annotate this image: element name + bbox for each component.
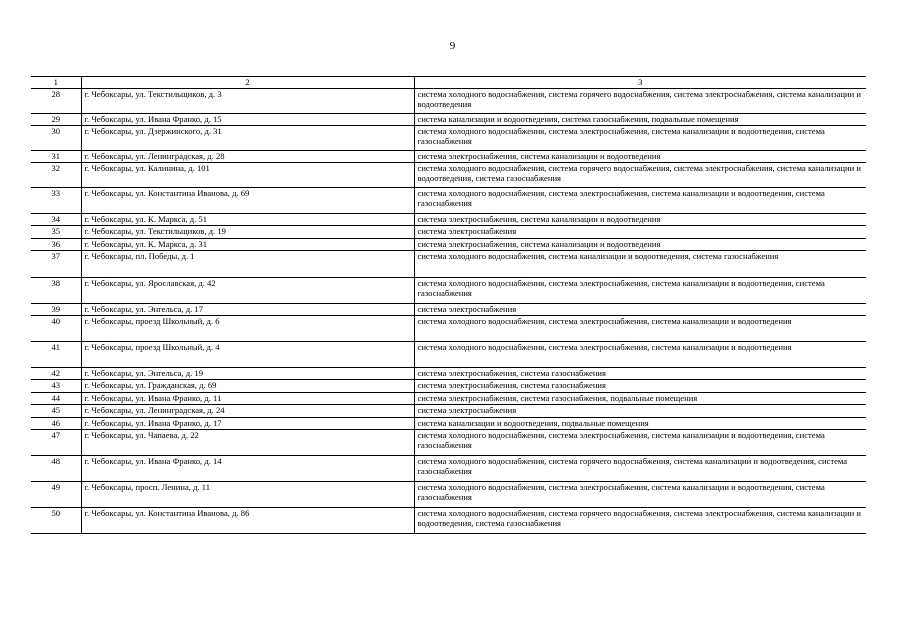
row-number-cell: 35 <box>31 226 81 239</box>
systems-cell: система холодного водоснабжения, система электроснабжения, система канализации и водоотведения, система газоснабжения <box>414 126 866 151</box>
address-cell: г. Чебоксары, ул. Энгельса, д. 17 <box>81 304 414 316</box>
table-body <box>31 77 866 534</box>
table-row <box>31 226 866 239</box>
table-header-row <box>31 77 866 89</box>
table-row <box>31 163 866 188</box>
table-row <box>31 418 866 430</box>
table-row <box>31 304 866 316</box>
systems-cell: система холодного водоснабжения, система горячего водоснабжения, система электроснабжения, система канализации и водоотведения, система газоснабжения <box>414 508 866 534</box>
row-number-cell: 32 <box>31 163 81 188</box>
row-number-cell: 48 <box>31 456 81 482</box>
address-cell: г. Чебоксары, ул. Гражданская, д. 69 <box>81 380 414 393</box>
systems-cell: система холодного водоснабжения, система электроснабжения, система канализации и водоотведения <box>414 316 866 342</box>
row-number-cell: 39 <box>31 304 81 316</box>
systems-cell: система электроснабжения, система газоснабжения <box>414 368 866 380</box>
row-number-cell: 44 <box>31 393 81 405</box>
table-row <box>31 342 866 368</box>
table-row <box>31 151 866 163</box>
systems-cell: система холодного водоснабжения, система горячего водоснабжения, система электроснабжения, система канализации и водоотведения <box>414 89 866 114</box>
column-header-number: 1 <box>31 77 81 89</box>
table-row <box>31 430 866 456</box>
address-cell: г. Чебоксары, ул. Чапаева, д. 22 <box>81 430 414 456</box>
row-number-cell: 30 <box>31 126 81 151</box>
table-row <box>31 482 866 508</box>
address-cell: г. Чебоксары, ул. Текстильщиков, д. 19 <box>81 226 414 239</box>
address-cell: г. Чебоксары, ул. К. Маркса, д. 31 <box>81 239 414 251</box>
column-header-systems: 3 <box>414 77 866 89</box>
table-row <box>31 239 866 251</box>
buildings-systems-table <box>31 76 866 534</box>
table-row <box>31 508 866 534</box>
systems-cell: система электроснабжения, система газоснабжения, подвальные помещения <box>414 393 866 405</box>
row-number-cell: 29 <box>31 114 81 126</box>
address-cell: г. Чебоксары, ул. Ивана Франко, д. 14 <box>81 456 414 482</box>
address-cell: г. Чебоксары, ул. Ярославская, д. 42 <box>81 278 414 304</box>
table-row <box>31 214 866 226</box>
address-cell: г. Чебоксары, ул. К. Маркса, д. 51 <box>81 214 414 226</box>
row-number-cell: 31 <box>31 151 81 163</box>
row-number-cell: 38 <box>31 278 81 304</box>
systems-cell: система электроснабжения <box>414 405 866 418</box>
table-row <box>31 89 866 114</box>
address-cell: г. Чебоксары, ул. Ленинградская, д. 28 <box>81 151 414 163</box>
row-number-cell: 42 <box>31 368 81 380</box>
address-cell: г. Чебоксары, просп. Ленина, д. 11 <box>81 482 414 508</box>
table-row <box>31 456 866 482</box>
systems-cell: система холодного водоснабжения, система горячего водоснабжения, система электроснабжения, система канализации и водоотведения, система газоснабжения <box>414 163 866 188</box>
table-row <box>31 393 866 405</box>
row-number-cell: 36 <box>31 239 81 251</box>
systems-cell: система электроснабжения, система канализации и водоотведения <box>414 151 866 163</box>
address-cell: г. Чебоксары, ул. Дзержинского, д. 31 <box>81 126 414 151</box>
row-number-cell: 46 <box>31 418 81 430</box>
table-row <box>31 405 866 418</box>
systems-cell: система канализации и водоотведения, система газоснабжения, подвальные помещения <box>414 114 866 126</box>
column-header-address: 2 <box>81 77 414 89</box>
systems-cell: система холодного водоснабжения, система канализации и водоотведения, система газоснабжения <box>414 251 866 278</box>
systems-cell: система электроснабжения, система канализации и водоотведения <box>414 214 866 226</box>
table-row <box>31 114 866 126</box>
systems-cell: система канализации и водоотведения, подвальные помещения <box>414 418 866 430</box>
row-number-cell: 34 <box>31 214 81 226</box>
systems-cell: система электроснабжения <box>414 226 866 239</box>
address-cell: г. Чебоксары, ул. Калинина, д. 101 <box>81 163 414 188</box>
address-cell: г. Чебоксары, проезд Школьный, д. 6 <box>81 316 414 342</box>
address-cell: г. Чебоксары, ул. Константина Иванова, д. 69 <box>81 188 414 214</box>
row-number-cell: 49 <box>31 482 81 508</box>
table-row <box>31 316 866 342</box>
systems-cell: система электроснабжения <box>414 304 866 316</box>
address-cell: г. Чебоксары, ул. Ленинградская, д. 24 <box>81 405 414 418</box>
row-number-cell: 41 <box>31 342 81 368</box>
row-number-cell: 50 <box>31 508 81 534</box>
row-number-cell: 47 <box>31 430 81 456</box>
row-number-cell: 28 <box>31 89 81 114</box>
address-cell: г. Чебоксары, ул. Текстильщиков, д. 3 <box>81 89 414 114</box>
table-row <box>31 380 866 393</box>
address-cell: г. Чебоксары, ул. Ивана Франко, д. 15 <box>81 114 414 126</box>
systems-cell: система холодного водоснабжения, система электроснабжения, система канализации и водоотведения, система газоснабжения <box>414 278 866 304</box>
row-number-cell: 40 <box>31 316 81 342</box>
systems-cell: система электроснабжения, система канализации и водоотведения <box>414 239 866 251</box>
table-row <box>31 368 866 380</box>
address-cell: г. Чебоксары, ул. Энгельса, д. 19 <box>81 368 414 380</box>
row-number-cell: 43 <box>31 380 81 393</box>
row-number-cell: 45 <box>31 405 81 418</box>
address-cell: г. Чебоксары, пл. Победы, д. 1 <box>81 251 414 278</box>
address-cell: г. Чебоксары, ул. Ивана Франко, д. 11 <box>81 393 414 405</box>
systems-cell: система холодного водоснабжения, система горячего водоснабжения, система канализации и водоотведения, система газоснабжения <box>414 456 866 482</box>
table-row <box>31 278 866 304</box>
table-row <box>31 188 866 214</box>
row-number-cell: 37 <box>31 251 81 278</box>
address-cell: г. Чебоксары, проезд Школьный, д. 4 <box>81 342 414 368</box>
row-number-cell: 33 <box>31 188 81 214</box>
systems-cell: система холодного водоснабжения, система электроснабжения, система канализации и водоотведения <box>414 342 866 368</box>
systems-cell: система холодного водоснабжения, система электроснабжения, система канализации и водоотведения, система газоснабжения <box>414 430 866 456</box>
systems-cell: система электроснабжения, система газоснабжения <box>414 380 866 393</box>
systems-cell: система холодного водоснабжения, система электроснабжения, система канализации и водоотведения, система газоснабжения <box>414 188 866 214</box>
systems-cell: система холодного водоснабжения, система электроснабжения, система канализации и водоотведения, система газоснабжения <box>414 482 866 508</box>
page-number: 9 <box>449 40 456 52</box>
table-row <box>31 251 866 278</box>
address-cell: г. Чебоксары, ул. Ивана Франко, д. 17 <box>81 418 414 430</box>
address-cell: г. Чебоксары, ул. Константина Иванова, д. 86 <box>81 508 414 534</box>
table-row <box>31 126 866 151</box>
